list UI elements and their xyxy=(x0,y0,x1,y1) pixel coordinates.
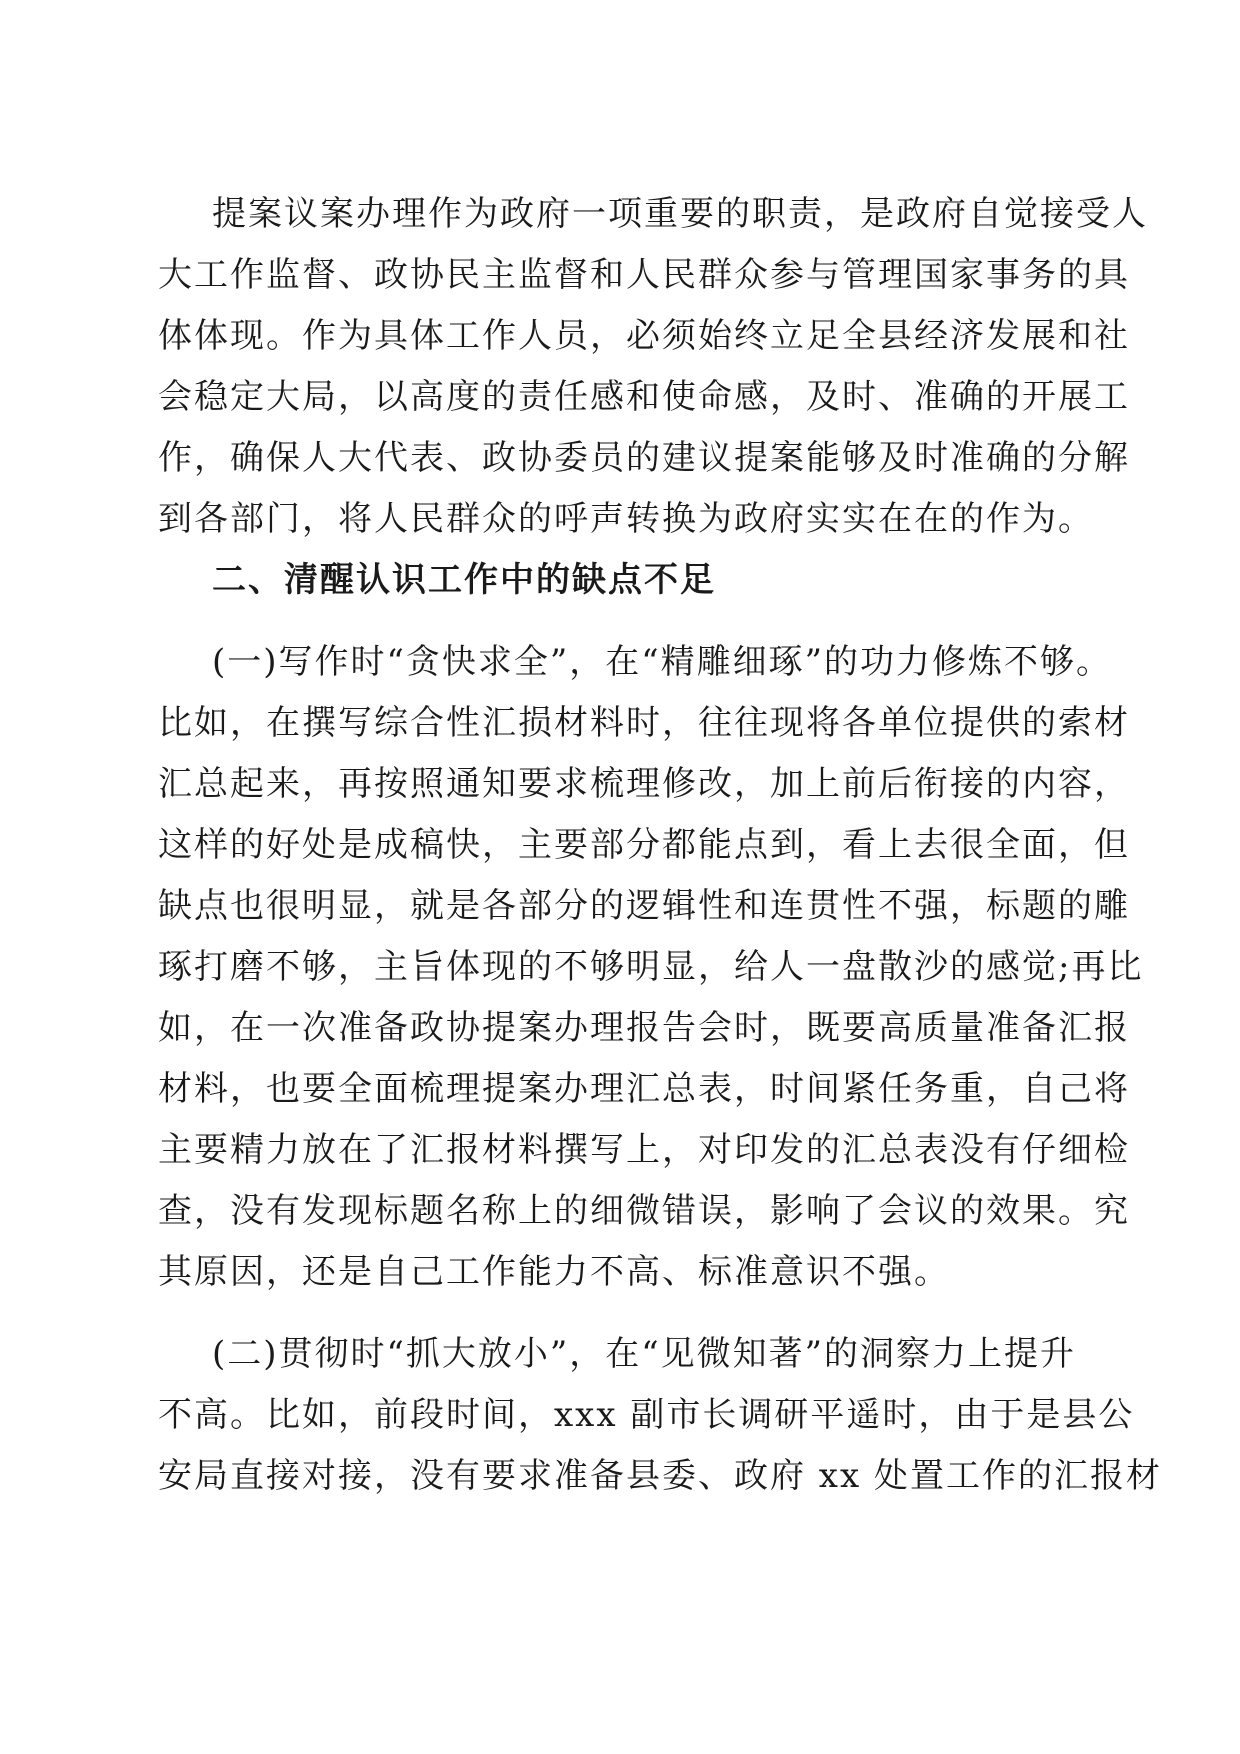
paragraph-3-line-3: 安局直接对接，没有要求准备县委、政府 xx 处置工作的汇报材 xyxy=(158,1456,1162,1496)
paragraph-2-line-4: 这样的好处是成稿快，主要部分都能点到，看上去很全面，但 xyxy=(158,825,1130,865)
paragraph-3-line-2: 不高。比如，前段时间，xxx 副市长调研平遥时，由于是县公 xyxy=(158,1395,1135,1435)
paragraph-1-line-3: 体体现。作为具体工作人员，必须始终立足全县经济发展和社 xyxy=(158,316,1130,356)
paragraph-2-line-9: 主要精力放在了汇报材料撰写上，对印发的汇总表没有仔细检 xyxy=(158,1130,1130,1170)
paragraph-2-line-3: 汇总起来，再按照通知要求梳理修改，加上前后衔接的内容， xyxy=(158,764,1130,804)
paragraph-2-line-10: 查，没有发现标题名称上的细微错误，影响了会议的效果。究 xyxy=(158,1191,1130,1231)
paragraph-2-line-1: (一)写作时“贪快求全”，在“精雕细琢”的功力修炼不够。 xyxy=(212,642,1113,682)
paragraph-1-line-5: 作，确保人大代表、政协委员的建议提案能够及时准确的分解 xyxy=(158,438,1130,478)
paragraph-2-line-11: 其原因，还是自己工作能力不高、标准意识不强。 xyxy=(158,1252,950,1292)
paragraph-1-line-1: 提案议案办理作为政府一项重要的职责，是政府自觉接受人 xyxy=(212,194,1148,234)
paragraph-2-line-2: 比如，在撰写综合性汇损材料时，往往现将各单位提供的索材 xyxy=(158,703,1130,743)
paragraph-1-line-4: 会稳定大局，以高度的责任感和使命感，及时、准确的开展工 xyxy=(158,377,1130,417)
section-heading: 二、清醒认识工作中的缺点不足 xyxy=(212,560,716,600)
paragraph-2-line-5: 缺点也很明显，就是各部分的逻辑性和连贯性不强，标题的雕 xyxy=(158,886,1130,926)
paragraph-1-line-6: 到各部门，将人民群众的呼声转换为政府实实在在的作为。 xyxy=(158,499,1094,539)
paragraph-2-line-8: 材料，也要全面梳理提案办理汇总表，时间紧任务重，自己将 xyxy=(158,1069,1130,1109)
paragraph-1-line-2: 大工作监督、政协民主监督和人民群众参与管理国家事务的具 xyxy=(158,255,1130,295)
paragraph-3-line-1: (二)贯彻时“抓大放小”，在“见微知著”的洞察力上提升 xyxy=(212,1334,1077,1374)
paragraph-2-line-7: 如，在一次准备政协提案办理报告会时，既要高质量准备汇报 xyxy=(158,1008,1130,1048)
paragraph-2-line-6: 琢打磨不够，主旨体现的不够明显，给人一盘散沙的感觉;再比 xyxy=(158,947,1144,987)
